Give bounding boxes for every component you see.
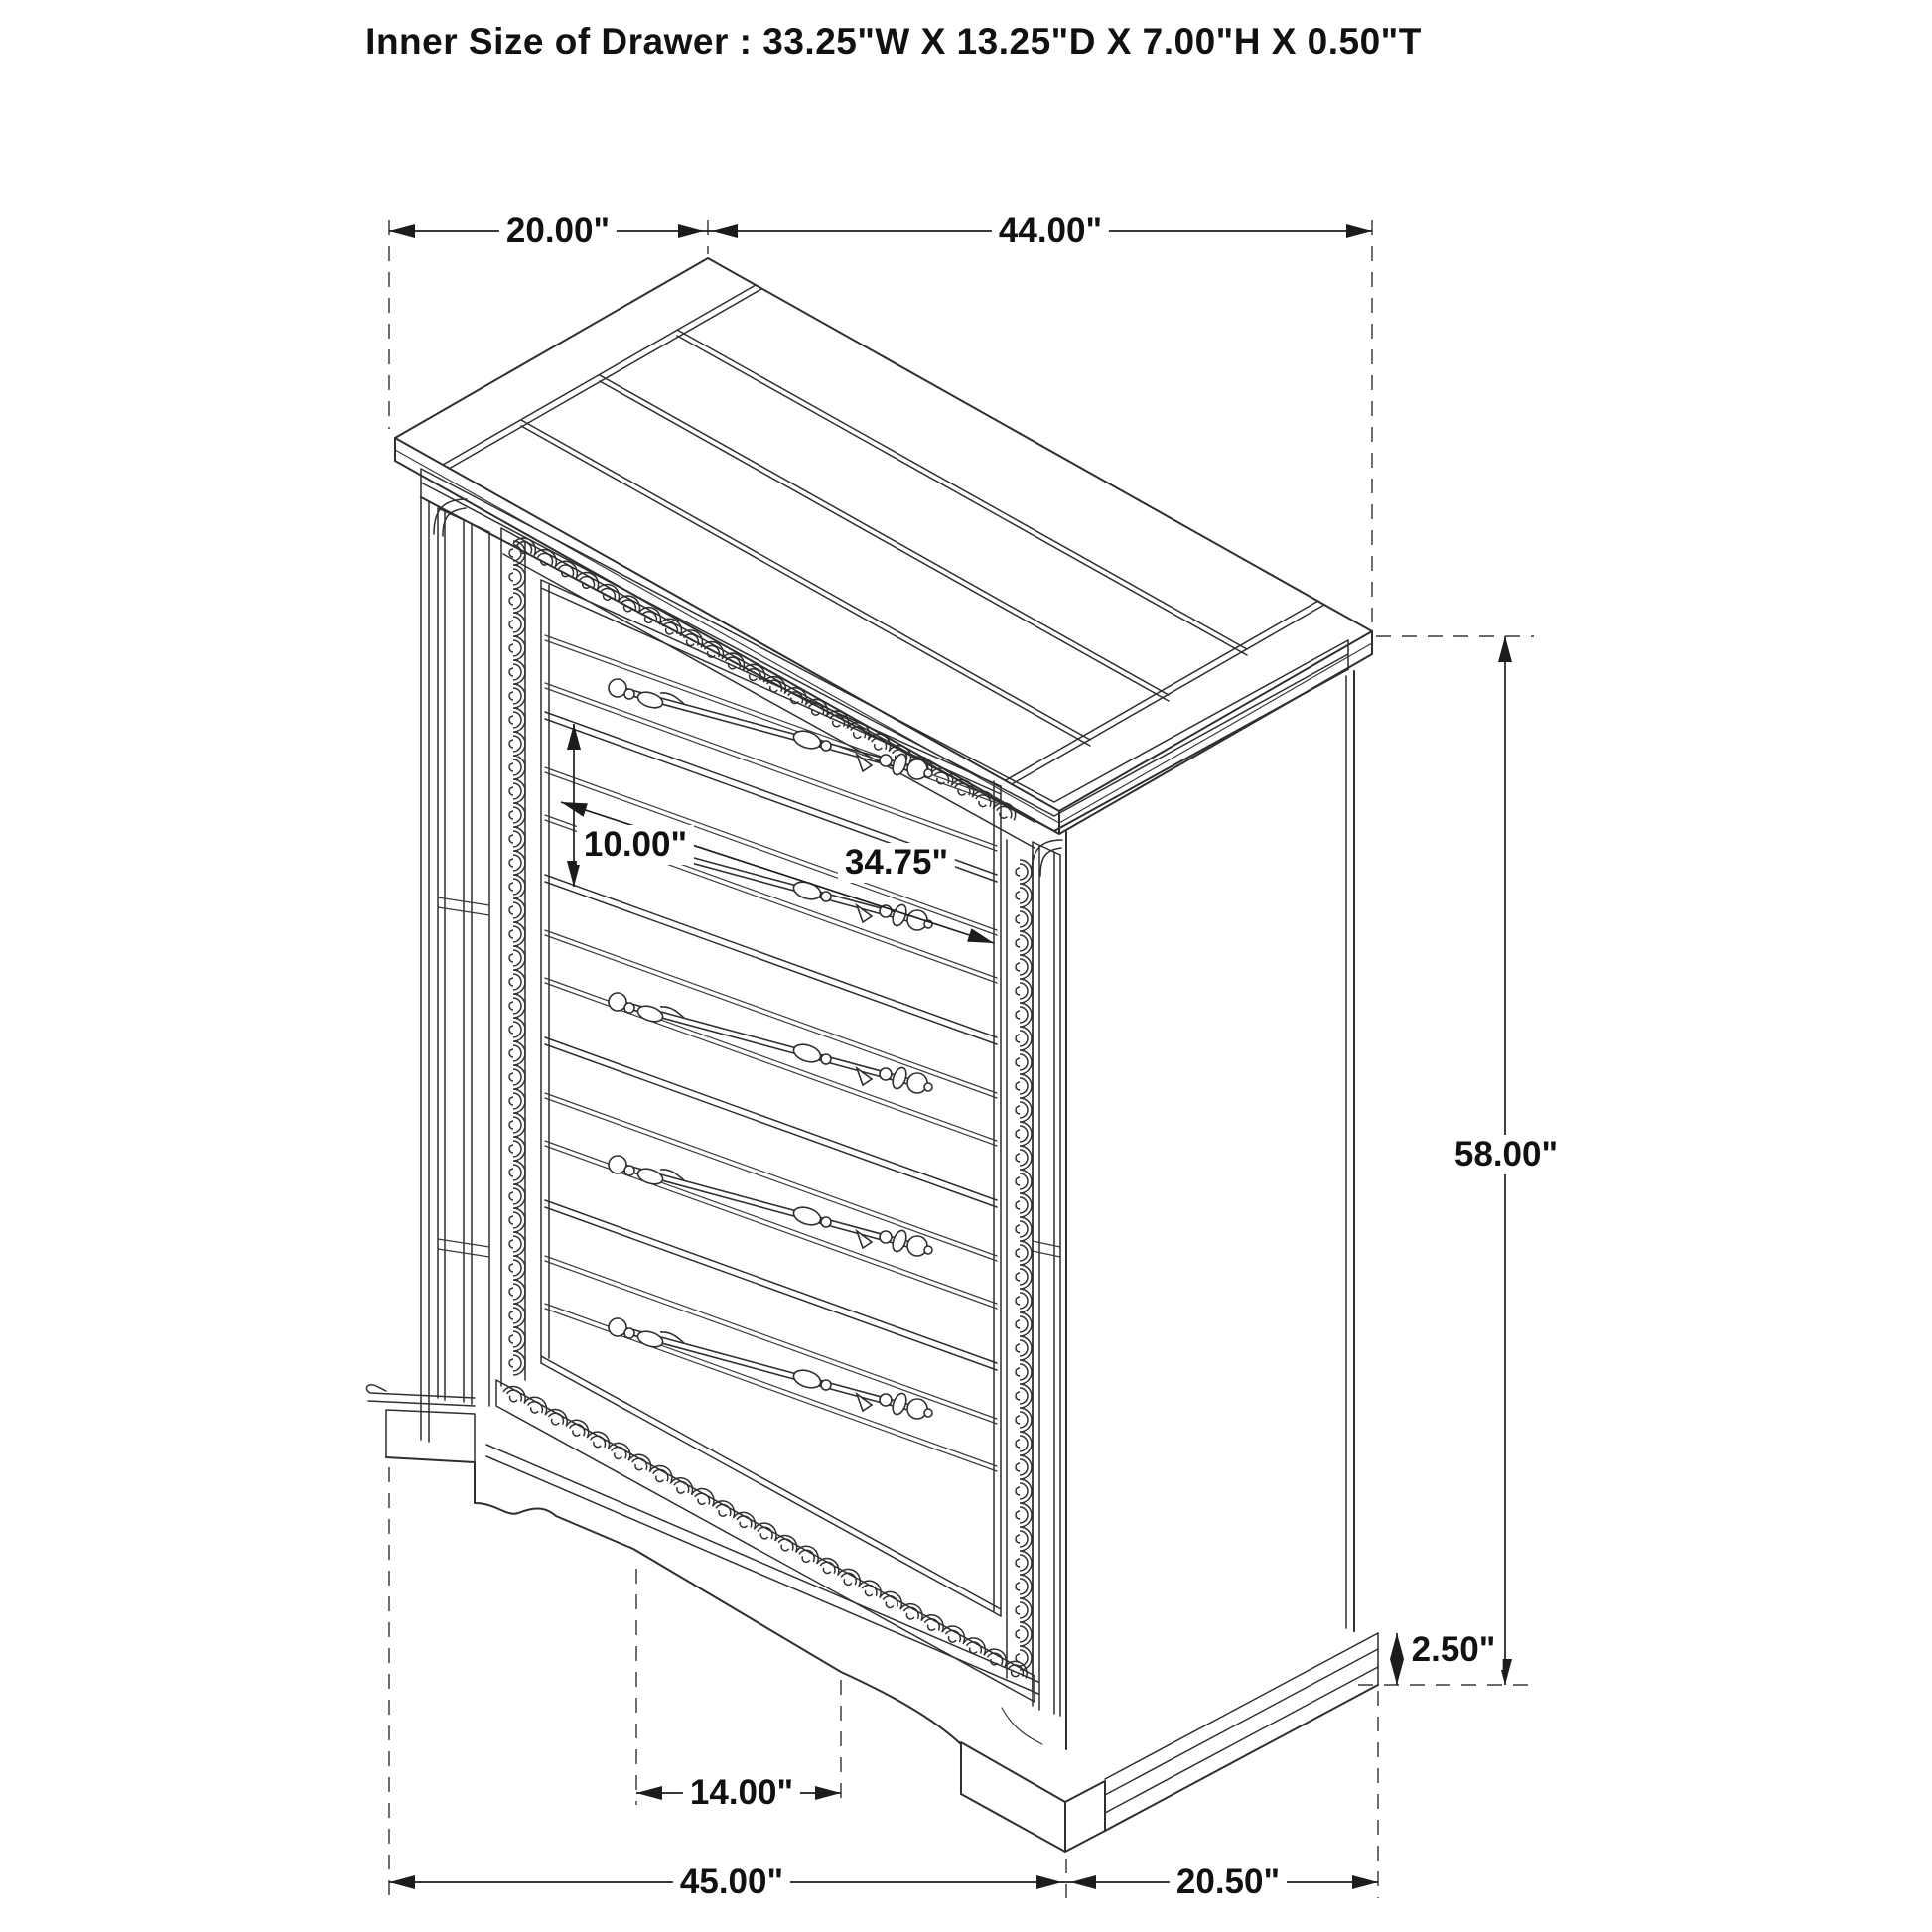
line-art-segment	[1036, 1875, 1062, 1889]
line-art-segment	[486, 1445, 1038, 1694]
line-art-segment	[967, 928, 994, 943]
line-art-segment	[677, 330, 1247, 655]
right-pilaster	[1002, 832, 1066, 1749]
line-art-segment	[636, 1786, 662, 1800]
line-art-segment	[541, 580, 549, 1363]
line-art-segment	[1346, 224, 1372, 238]
line-art-segment	[1033, 1241, 1060, 1257]
line-art-segment	[421, 469, 1348, 802]
drawer-bank	[541, 580, 1001, 1616]
dim-label-overall-width: 45.00"	[673, 1863, 790, 1902]
dim-label-overall-height: 58.00"	[1448, 1135, 1565, 1174]
line-art-segment	[1105, 1633, 1378, 1813]
line-art-segment	[386, 1457, 961, 1744]
base-plinth	[366, 1385, 1378, 1852]
dim-label-drawer-width: 34.75"	[838, 843, 955, 883]
drawer-handles	[609, 679, 932, 1419]
line-art-segment	[815, 1786, 841, 1800]
dimension-lines	[389, 224, 1512, 1889]
line-art-segment	[961, 1742, 1105, 1852]
line-art-segment	[1002, 1708, 1042, 1744]
line-art-segment	[678, 224, 704, 238]
line-art-segment	[503, 1386, 1027, 1678]
line-art-segment	[389, 1875, 415, 1889]
line-art-segment	[438, 508, 489, 1406]
line-art-segment	[712, 224, 738, 238]
egg-and-dart-carving	[503, 538, 1032, 1678]
page-title: Inner Size of Drawer : 33.25"W X 13.25"D X 7.00"H X 0.50"T	[365, 21, 1422, 62]
line-art-segment	[509, 541, 525, 1375]
drawer-handle	[609, 1318, 932, 1419]
line-art-segment	[1498, 636, 1512, 662]
line-art-segment	[1390, 1659, 1404, 1685]
extension-lines	[389, 220, 1534, 1898]
line-art-segment	[1032, 840, 1062, 876]
dim-label-top-width: 44.00"	[992, 211, 1109, 251]
side-base-molding	[1105, 1633, 1378, 1831]
line-art-segment	[421, 469, 1348, 669]
line-art-segment	[421, 497, 429, 1442]
dim-label-drawer-height: 10.00"	[577, 825, 694, 865]
front-right-foot	[961, 1742, 1105, 1852]
line-art-segment	[1352, 1875, 1378, 1889]
right-side-panel	[1346, 671, 1354, 1631]
dim-label-leg-clearance-width: 14.00"	[683, 1773, 800, 1813]
line-art-segment	[389, 224, 415, 238]
line-art-segment	[386, 1410, 475, 1462]
line-art-segment	[1033, 842, 1054, 1714]
line-art-segment	[1390, 1633, 1404, 1659]
line-art-segment	[496, 1380, 1035, 1702]
dim-label-top-depth: 20.00"	[499, 211, 617, 251]
line-art-segment	[1070, 1875, 1096, 1889]
line-art-segment	[1016, 860, 1032, 1670]
dim-label-overall-depth: 20.50"	[1170, 1863, 1287, 1902]
dimension-arrowheads	[389, 224, 1512, 1889]
top-frieze-molding	[421, 469, 1348, 831]
left-pilaster	[421, 497, 489, 1442]
dim-label-base-height: 2.50"	[1405, 1630, 1503, 1670]
